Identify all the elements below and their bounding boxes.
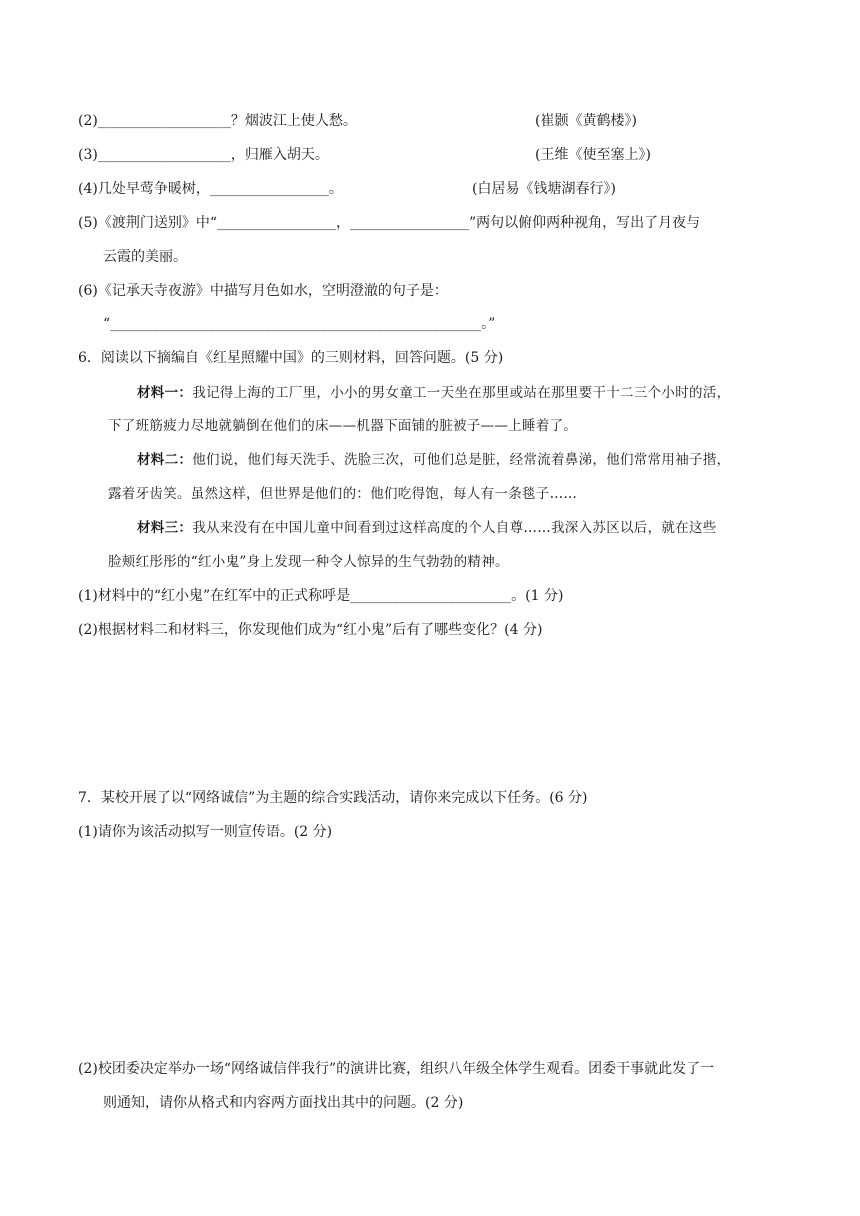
poem-q3: (3)___________________，归雁入胡天。 [78, 147, 329, 163]
question-6-sub2: (2)根据材料二和材料三，你发现他们成为“红小鬼”后有了哪些变化？(4 分) [78, 622, 543, 638]
poem-q4-source: (白居易《钱塘湖春行》) [472, 181, 616, 197]
question-7-sub2-line1: (2)校团委决定举办一场“网络诚信伴我行”的演讲比赛，组织八年级全体学生观看。团委干事就此发了一 [78, 1061, 715, 1077]
poem-q2-source: (崔颢《黄鹤楼》) [535, 113, 637, 129]
material-3-line1 [137, 518, 717, 538]
material-2-text: 他们说，他们每天洗手、洗脸三次，可他们总是脏，经常流着鼻涕，他们常常用袖子揩， [192, 452, 731, 468]
poem-q5-line1: (5)《渡荆门送别》中“_________________，_________________”两句以俯仰两种视角，写出了月夜与 [78, 215, 701, 231]
material-2-label: 材料二： [137, 452, 193, 468]
material-3-text: 我从来没有在中国儿童中间看到过这样高度的个人自尊……我深入苏区以后，就在这些 [192, 520, 717, 536]
poem-q4: (4)几处早莺争暖树，_________________。 [78, 181, 343, 197]
material-3-label: 材料三： [137, 520, 193, 536]
material-3-line2: 脸颊红彤彤的“红小鬼”身上发现一种令人惊异的生气勃勃的精神。 [108, 554, 509, 570]
poem-q5-line2: 云霞的美丽。 [103, 249, 187, 265]
poem-q3-source: (王维《使至塞上》) [535, 147, 651, 163]
poem-q2: (2)___________________？烟波江上使人愁。 [78, 113, 357, 129]
material-1-text: 我记得上海的工厂里，小小的男女童工一天坐在那里或站在那里要干十二三个小时的活， [192, 385, 731, 401]
material-1-line1 [137, 383, 730, 403]
question-7-title: 7．某校开展了以“网络诚信”为主题的综合实践活动，请你来完成以下任务。(6 分) [78, 790, 588, 806]
question-6-title: 6．阅读以下摘编自《红星照耀中国》的三则材料，回答问题。(5 分) [78, 350, 504, 366]
question-7-sub1: (1)请你为该活动拟写一则宣传语。(2 分) [78, 824, 333, 840]
material-1-line2: 下了班筋疲力尽地就躺倒在他们的床——机器下面铺的脏被子——上睡着了。 [108, 418, 578, 434]
poem-q6-line2: “_____________________________________________________。” [103, 316, 496, 332]
material-2-line2: 露着牙齿笑。虽然这样，但世界是他们的：他们吃得饱，每人有一条毯子…… [108, 486, 578, 502]
question-7-sub2-line2: 则通知，请你从格式和内容两方面找出其中的问题。(2 分) [103, 1095, 464, 1111]
material-1-label: 材料一： [137, 385, 193, 401]
material-2-line1 [137, 450, 730, 470]
poem-q6-line1: (6)《记承天寺夜游》中描写月色如水，空明澄澈的句子是： [78, 283, 448, 299]
question-6-sub1: (1)材料中的“红小鬼”在红军中的正式称呼是_______________________。(1 分) [78, 588, 564, 604]
